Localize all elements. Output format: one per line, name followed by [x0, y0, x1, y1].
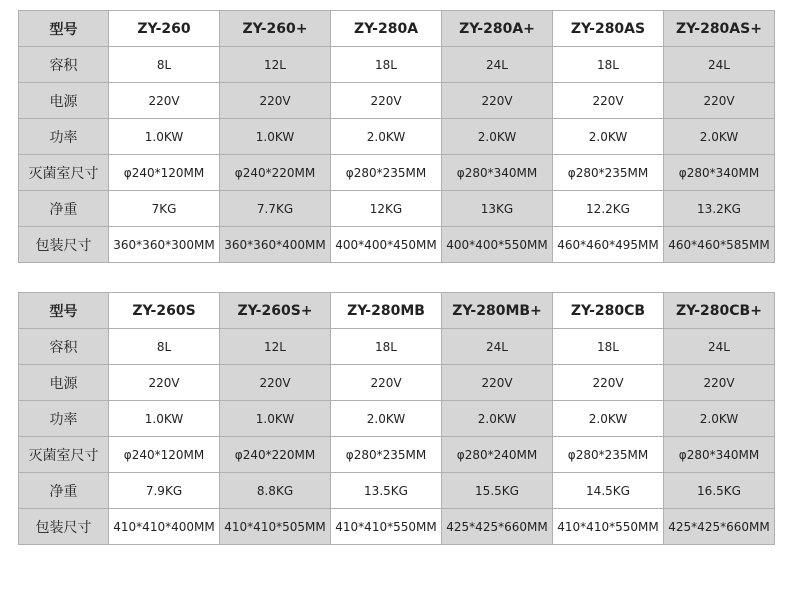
power-cell: 2.0KW — [442, 119, 553, 155]
package-size-cell: 360*360*300MM — [109, 227, 220, 263]
capacity-cell: 8L — [109, 47, 220, 83]
power-supply-cell: 220V — [553, 83, 664, 119]
row-label-power-supply: 电源 — [19, 365, 109, 401]
net-weight-cell: 13.5KG — [331, 473, 442, 509]
row-chamber-size — [19, 155, 775, 191]
capacity-cell: 18L — [553, 47, 664, 83]
capacity-cell: 24L — [442, 47, 553, 83]
package-size-cell: 460*460*585MM — [664, 227, 775, 263]
capacity-cell: 18L — [331, 329, 442, 365]
spec-table-2 — [18, 292, 775, 545]
power-supply-cell: 220V — [109, 365, 220, 401]
power-supply-cell: 220V — [109, 83, 220, 119]
power-supply-cell: 220V — [331, 365, 442, 401]
model-name-cell: ZY-280A — [331, 11, 442, 47]
capacity-cell: 18L — [331, 47, 442, 83]
row-power-supply — [19, 365, 775, 401]
model-name-cell: ZY-280MB — [331, 293, 442, 329]
power-cell: 1.0KW — [109, 119, 220, 155]
row-package-size — [19, 227, 775, 263]
chamber-size-cell: φ280*235MM — [331, 155, 442, 191]
package-size-cell: 400*400*550MM — [442, 227, 553, 263]
row-label-package-size: 包装尺寸 — [19, 509, 109, 545]
power-cell: 2.0KW — [664, 401, 775, 437]
chamber-size-cell: φ240*220MM — [220, 437, 331, 473]
chamber-size-cell: φ280*340MM — [442, 155, 553, 191]
model-name-cell: ZY-280AS+ — [664, 11, 775, 47]
row-capacity — [19, 47, 775, 83]
capacity-cell: 8L — [109, 329, 220, 365]
power-cell: 2.0KW — [664, 119, 775, 155]
power-cell: 2.0KW — [442, 401, 553, 437]
row-label-chamber-size: 灭菌室尺寸 — [19, 437, 109, 473]
row-power — [19, 401, 775, 437]
chamber-size-cell: φ280*340MM — [664, 437, 775, 473]
power-supply-cell: 220V — [664, 365, 775, 401]
row-label-capacity: 容积 — [19, 47, 109, 83]
row-power — [19, 119, 775, 155]
package-size-cell: 410*410*550MM — [553, 509, 664, 545]
model-name-cell: ZY-280AS — [553, 11, 664, 47]
row-model — [19, 293, 775, 329]
package-size-cell: 400*400*450MM — [331, 227, 442, 263]
row-net-weight — [19, 191, 775, 227]
capacity-cell: 24L — [664, 329, 775, 365]
chamber-size-cell: φ240*120MM — [109, 155, 220, 191]
chamber-size-cell: φ240*120MM — [109, 437, 220, 473]
package-size-cell: 410*410*400MM — [109, 509, 220, 545]
model-name-cell: ZY-260 — [109, 11, 220, 47]
net-weight-cell: 13KG — [442, 191, 553, 227]
chamber-size-cell: φ280*235MM — [553, 155, 664, 191]
net-weight-cell: 14.5KG — [553, 473, 664, 509]
package-size-cell: 410*410*550MM — [331, 509, 442, 545]
spec-table-1 — [18, 10, 775, 263]
row-label-net-weight: 净重 — [19, 473, 109, 509]
row-label-power: 功率 — [19, 401, 109, 437]
power-cell: 1.0KW — [109, 401, 220, 437]
net-weight-cell: 7.9KG — [109, 473, 220, 509]
model-name-cell: ZY-260S — [109, 293, 220, 329]
net-weight-cell: 12.2KG — [553, 191, 664, 227]
power-cell: 2.0KW — [331, 119, 442, 155]
chamber-size-cell: φ280*240MM — [442, 437, 553, 473]
power-cell: 1.0KW — [220, 119, 331, 155]
net-weight-cell: 7KG — [109, 191, 220, 227]
power-supply-cell: 220V — [664, 83, 775, 119]
row-label-net-weight: 净重 — [19, 191, 109, 227]
model-name-cell: ZY-280A+ — [442, 11, 553, 47]
power-supply-cell: 220V — [220, 83, 331, 119]
power-cell: 2.0KW — [553, 401, 664, 437]
model-name-cell: ZY-280CB+ — [664, 293, 775, 329]
model-name-cell: ZY-260+ — [220, 11, 331, 47]
package-size-cell: 410*410*505MM — [220, 509, 331, 545]
net-weight-cell: 13.2KG — [664, 191, 775, 227]
capacity-cell: 24L — [664, 47, 775, 83]
package-size-cell: 360*360*400MM — [220, 227, 331, 263]
package-size-cell: 460*460*495MM — [553, 227, 664, 263]
row-model — [19, 11, 775, 47]
power-cell: 2.0KW — [553, 119, 664, 155]
power-supply-cell: 220V — [553, 365, 664, 401]
row-label-capacity: 容积 — [19, 329, 109, 365]
net-weight-cell: 8.8KG — [220, 473, 331, 509]
model-name-cell: ZY-260S+ — [220, 293, 331, 329]
power-cell: 1.0KW — [220, 401, 331, 437]
row-label-chamber-size: 灭菌室尺寸 — [19, 155, 109, 191]
row-label-model: 型号 — [19, 11, 109, 47]
power-supply-cell: 220V — [331, 83, 442, 119]
package-size-cell: 425*425*660MM — [442, 509, 553, 545]
row-label-model: 型号 — [19, 293, 109, 329]
power-supply-cell: 220V — [442, 365, 553, 401]
capacity-cell: 12L — [220, 47, 331, 83]
capacity-cell: 12L — [220, 329, 331, 365]
chamber-size-cell: φ280*235MM — [553, 437, 664, 473]
net-weight-cell: 7.7KG — [220, 191, 331, 227]
row-net-weight — [19, 473, 775, 509]
power-supply-cell: 220V — [442, 83, 553, 119]
row-package-size — [19, 509, 775, 545]
power-cell: 2.0KW — [331, 401, 442, 437]
row-label-power: 功率 — [19, 119, 109, 155]
chamber-size-cell: φ280*340MM — [664, 155, 775, 191]
chamber-size-cell: φ280*235MM — [331, 437, 442, 473]
row-power-supply — [19, 83, 775, 119]
model-name-cell: ZY-280MB+ — [442, 293, 553, 329]
capacity-cell: 24L — [442, 329, 553, 365]
capacity-cell: 18L — [553, 329, 664, 365]
package-size-cell: 425*425*660MM — [664, 509, 775, 545]
row-capacity — [19, 329, 775, 365]
row-chamber-size — [19, 437, 775, 473]
power-supply-cell: 220V — [220, 365, 331, 401]
net-weight-cell: 12KG — [331, 191, 442, 227]
row-label-power-supply: 电源 — [19, 83, 109, 119]
chamber-size-cell: φ240*220MM — [220, 155, 331, 191]
row-label-package-size: 包装尺寸 — [19, 227, 109, 263]
net-weight-cell: 15.5KG — [442, 473, 553, 509]
model-name-cell: ZY-280CB — [553, 293, 664, 329]
net-weight-cell: 16.5KG — [664, 473, 775, 509]
